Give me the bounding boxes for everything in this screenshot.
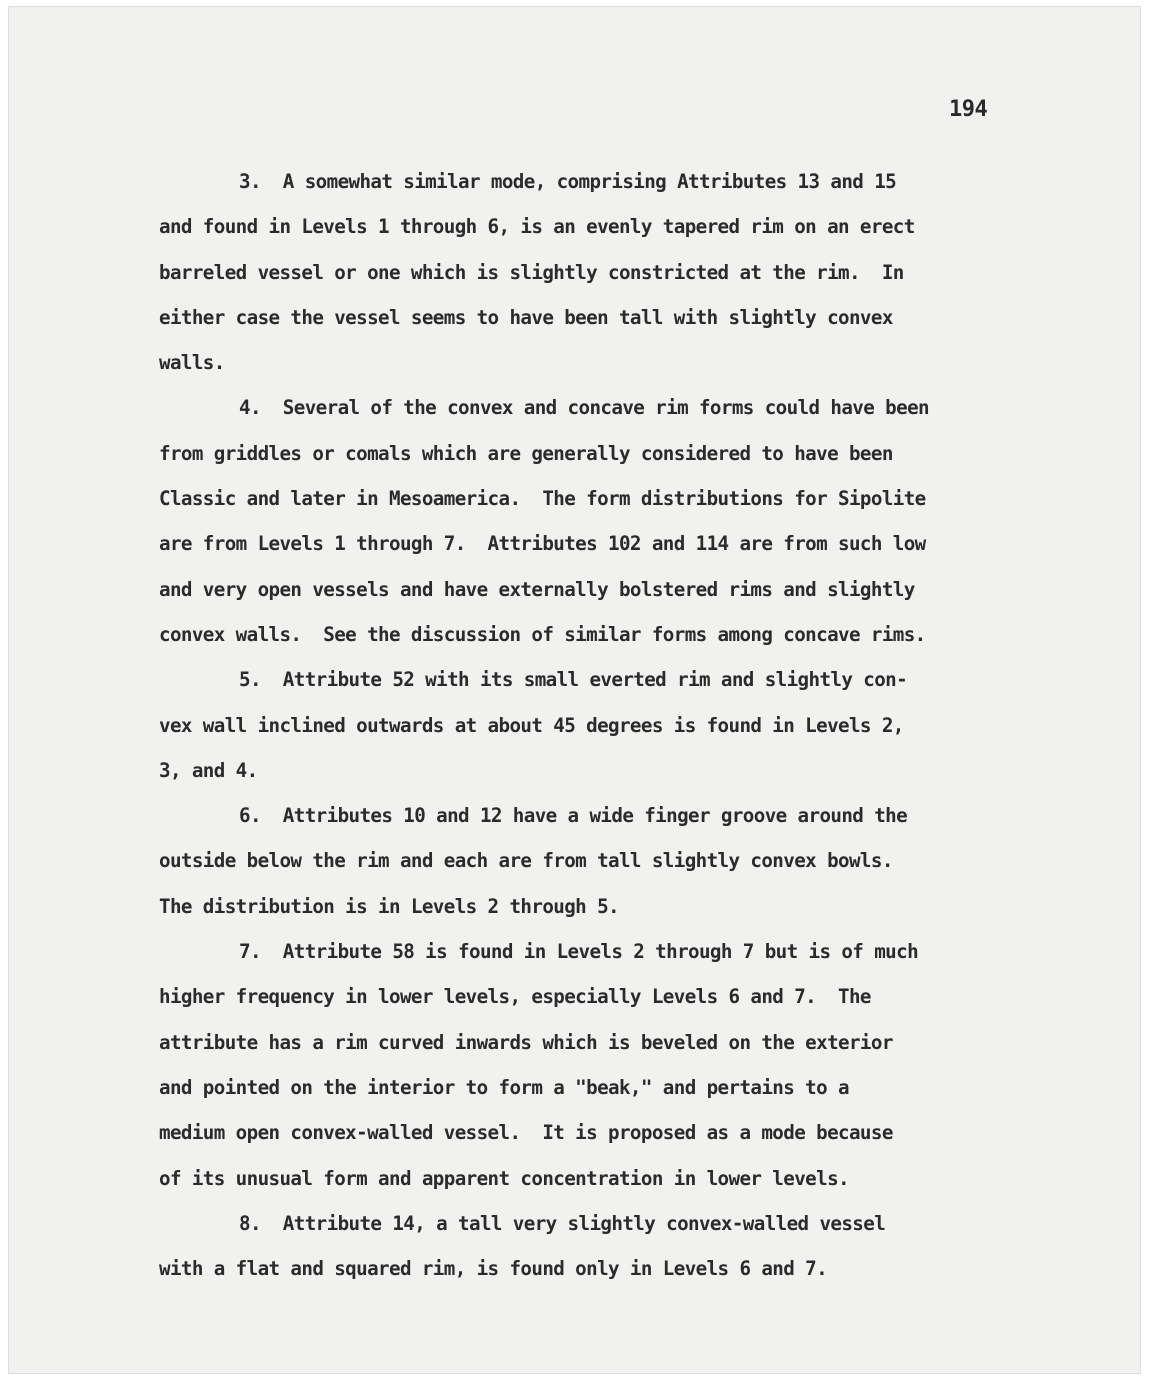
- text-line: The distribution is in Levels 2 through 5.: [159, 894, 619, 918]
- text-line: 4. Several of the convex and concave rim forms could have been: [239, 396, 929, 420]
- page-number: 194: [949, 97, 988, 122]
- document-body: [159, 159, 959, 1291]
- text-line: 7. Attribute 58 is found in Levels 2 through 7 but is of much: [239, 940, 919, 964]
- text-line: walls.: [159, 351, 225, 375]
- text-line: with a flat and squared rim, is found only in Levels 6 and 7.: [159, 1257, 828, 1281]
- text-line: 3. A somewhat similar mode, comprising Attributes 13 and 15: [239, 170, 897, 193]
- text-line: are from Levels 1 through 7. Attributes 102 and 114 are from such low: [159, 532, 926, 556]
- text-line: and found in Levels 1 through 6, is an evenly tapered rim on an erect: [159, 215, 915, 239]
- text-line: vex wall inclined outwards at about 45 degrees is found in Levels 2,: [159, 713, 904, 737]
- text-line: from griddles or comals which are generally considered to have been: [159, 441, 893, 465]
- text-line: Classic and later in Mesoamerica. The form distributions for Sipolite: [159, 487, 926, 511]
- text-line: outside below the rim and each are from tall slightly convex bowls.: [159, 849, 893, 873]
- text-line: and very open vessels and have externally bolstered rims and slightly: [159, 577, 915, 601]
- text-line: 8. Attribute 14, a tall very slightly convex-walled vessel: [239, 1211, 886, 1235]
- text-line: attribute has a rim curved inwards which is beveled on the exterior: [159, 1030, 893, 1054]
- document-page: [8, 6, 1141, 1374]
- text-line: medium open convex-walled vessel. It is proposed as a mode because: [159, 1121, 893, 1145]
- text-line: 3, and 4.: [159, 758, 258, 782]
- text-line: higher frequency in lower levels, especially Levels 6 and 7. The: [159, 985, 871, 1009]
- text-line: 5. Attribute 52 with its small everted rim and slightly con-: [239, 668, 908, 692]
- text-line: barreled vessel or one which is slightly constricted at the rim. In: [159, 260, 904, 284]
- text-line: of its unusual form and apparent concentration in lower levels.: [159, 1166, 849, 1190]
- text-line: 6. Attributes 10 and 12 have a wide finger groove around the: [239, 804, 908, 828]
- text-line: either case the vessel seems to have been tall with slightly convex: [159, 305, 893, 329]
- text-line: convex walls. See the discussion of similar forms among concave rims.: [159, 622, 926, 646]
- text-line: and pointed on the interior to form a "beak," and pertains to a: [159, 1075, 849, 1099]
